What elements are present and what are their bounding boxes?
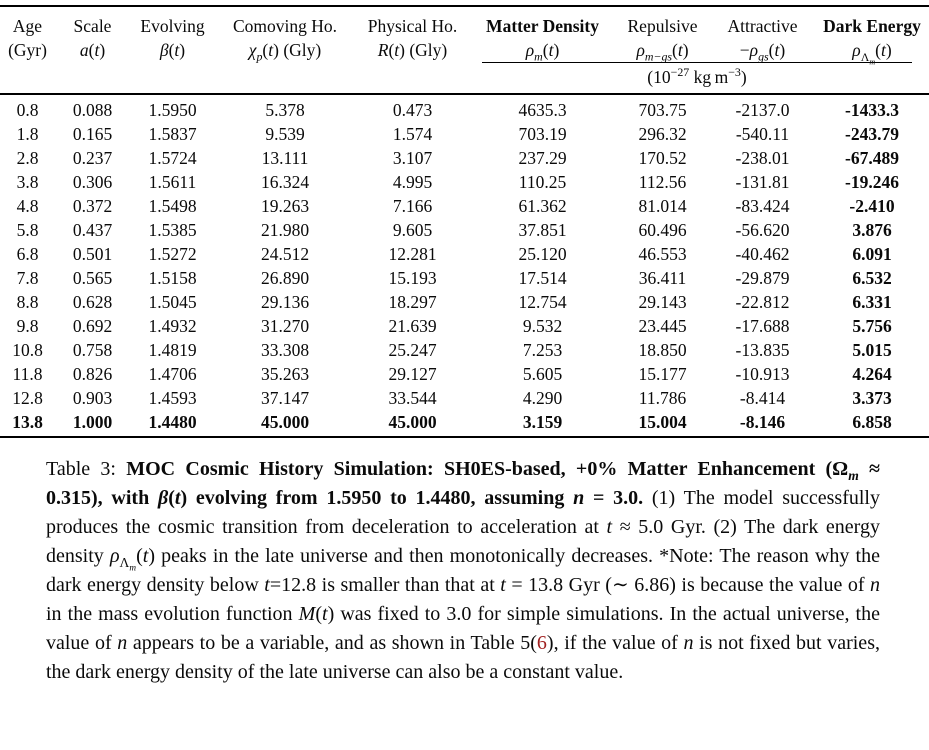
table-cell: 1.8: [16, 124, 39, 144]
unit-row: [0, 62, 929, 94]
table-cell: 35.263: [260, 364, 310, 384]
table-cell: 8.8: [16, 292, 39, 312]
table-row: [0, 242, 929, 266]
caption-lead-text: Table 3: MOC Cosmic History Simulation: SH0ES-based, +0% Matter Enhancement $(\Omega_m \approx 0.315)$, with β(t) evolving from 1.5950 to 1.4480, assuming n = 3.0. (1) The model successfully produces the cosmic transition from deceleration to acceleration at t ≈ 5.0 Gyr. (2) The dark energy density $\rho_{\Lambda_m}(t)$ peaks in the late universe and then monotonically decreases. *Note: The reason why the dark energy density below t=12.8 is smaller than that at t = 13.8 Gyr (∼ 6.86) is because the value of n in the mass evolution function M(t) was fixed to 3.0 for simple simulations. In the actual universe, the value of n appears to be a variable, and as shown in Table 5(: [46, 458, 881, 654]
table-cell: 12.281: [388, 244, 437, 264]
table-cell: -17.688: [735, 316, 790, 336]
table-cell: 1.4593: [148, 388, 197, 408]
table-cell: 2.8: [16, 148, 39, 168]
column-header-physical-horizon: Physical Ho. R(t) (Gly): [367, 16, 458, 60]
table-row: [0, 218, 929, 242]
table-cell: 0.473: [392, 100, 433, 120]
column-header-age: Age (Gyr): [8, 16, 47, 60]
table-row: [0, 266, 929, 290]
column-header-dark-energy: Dark Energy $\rho_{\Lambda_m}(t)$: [823, 16, 921, 66]
table-cell: 18.297: [388, 292, 437, 312]
table-cell: 33.544: [388, 388, 437, 408]
table-header: [0, 6, 929, 94]
table-cell: 17.514: [518, 268, 567, 288]
table-row: [0, 170, 929, 194]
table-cell: 7.166: [392, 196, 433, 216]
table-body: [0, 94, 929, 437]
table-cell: 37.851: [518, 220, 567, 240]
table-cell: 170.52: [638, 148, 687, 168]
column-header-comoving-horizon: Comoving Ho. $\chi_p(t)$ (Gly): [232, 16, 338, 64]
table-cell: -83.424: [735, 196, 790, 216]
table-cell: 18.850: [638, 340, 687, 360]
table-cell: 60.496: [638, 220, 687, 240]
table-cell: 1.5158: [148, 268, 197, 288]
table-cell: 1.5611: [148, 172, 197, 192]
table-cell: 237.29: [518, 148, 567, 168]
table-cell: 4.8: [16, 196, 39, 216]
table-row: [0, 122, 929, 146]
table-cell: 6.331: [852, 292, 892, 312]
unit-label: ($10^{-27}$ kg $m^{-3}$): [482, 62, 912, 89]
table-cell: 13.111: [261, 148, 309, 168]
table-cell: 1.5724: [148, 148, 197, 168]
table-cell: 0.437: [72, 220, 113, 240]
table-cell: 1.4932: [148, 316, 197, 336]
table-cell: 31.270: [260, 316, 310, 336]
table-cell: 4.290: [522, 388, 563, 408]
table-cell: 1.5385: [148, 220, 197, 240]
table-caption: [46, 455, 880, 687]
table-cell: 10.8: [12, 340, 43, 360]
table-row: [0, 410, 929, 437]
table-cell: 45.000: [388, 412, 437, 432]
table-cell: -8.146: [739, 412, 786, 432]
table-cell: 1.4819: [148, 340, 197, 360]
table-cell: 6.8: [16, 244, 39, 264]
table-cell: 9.532: [522, 316, 563, 336]
table-cell: 1.5837: [148, 124, 197, 144]
table-cell: 1.5498: [148, 196, 197, 216]
table-cell: 26.890: [260, 268, 310, 288]
table-row: [0, 386, 929, 410]
table-cell: 12.754: [518, 292, 567, 312]
table-cell: 25.247: [388, 340, 437, 360]
table-cell: 296.32: [638, 124, 687, 144]
table-row: [0, 146, 929, 170]
table-cell: 0.826: [72, 364, 113, 384]
table-row: [0, 194, 929, 218]
table-cell: 4.995: [392, 172, 433, 192]
table-cell: 0.165: [72, 124, 113, 144]
table-cell: 19.263: [260, 196, 310, 216]
table-cell: 0.8: [16, 100, 39, 120]
table-cell: 3.159: [522, 412, 563, 432]
table-cell: 0.088: [72, 100, 113, 120]
table-row: [0, 314, 929, 338]
table-cell: -19.246: [845, 172, 899, 192]
table-cell: 5.605: [522, 364, 563, 384]
table-cell: 1.5950: [148, 100, 197, 120]
table-cell: 7.8: [16, 268, 39, 288]
table-cell: -67.489: [845, 148, 899, 168]
table-cell: 1.5045: [148, 292, 197, 312]
table-cell: 21.639: [388, 316, 437, 336]
table-cell: -22.812: [735, 292, 790, 312]
table-row: [0, 362, 929, 386]
table-cell: 37.147: [260, 388, 310, 408]
table-cell: 5.015: [852, 340, 892, 360]
table-cell: 110.25: [518, 172, 567, 192]
table-cell: 0.903: [72, 388, 113, 408]
table-cell: 29.136: [260, 292, 310, 312]
table-cell: 3.876: [852, 220, 892, 240]
table-cell: 0.372: [72, 196, 113, 216]
cosmic-history-table: [0, 5, 929, 438]
column-header-repulsive: Repulsive $\rho_{m-gs}(t)$: [627, 16, 698, 64]
table-row: [0, 290, 929, 314]
table-cell: -13.835: [735, 340, 790, 360]
table-cell: 0.758: [72, 340, 113, 360]
column-header-attractive: Attractive $-\rho_{gs}(t)$: [727, 16, 798, 64]
unit-row-spacer: [0, 62, 470, 94]
table-cell: 4635.3: [518, 100, 567, 120]
table-cell: 45.000: [260, 412, 310, 432]
table-cell: -1433.3: [845, 100, 899, 120]
table-cell: 0.237: [72, 148, 113, 168]
table-cell: 1.5272: [148, 244, 197, 264]
table-cell: 5.756: [852, 316, 892, 336]
table-cell: -56.620: [735, 220, 790, 240]
table-cell: 9.539: [265, 124, 305, 144]
table-cell: 29.143: [638, 292, 687, 312]
table-cell: 0.628: [72, 292, 113, 312]
table-cell: -2.410: [849, 196, 895, 216]
paper-page: [0, 5, 929, 750]
table-cell: 9.605: [392, 220, 433, 240]
table-cell: 36.411: [638, 268, 687, 288]
header-row: [0, 6, 929, 62]
table-cell: 12.8: [12, 388, 43, 408]
unit-row-cell: [470, 62, 929, 94]
column-header-matter-density: Matter Density $\rho_m(t)$: [486, 16, 599, 64]
table-cell: 21.980: [260, 220, 310, 240]
table-cell: 6.858: [852, 412, 892, 432]
table-cell: 6.532: [852, 268, 892, 288]
table-cell: -131.81: [735, 172, 790, 192]
table-cell: -40.462: [735, 244, 790, 264]
table-cell: 23.445: [638, 316, 687, 336]
table-cell: 4.264: [852, 364, 892, 384]
table-cell: 0.501: [72, 244, 113, 264]
table-cell: -243.79: [845, 124, 899, 144]
table-cell: 1.000: [72, 412, 113, 432]
table-cell: 9.8: [16, 316, 39, 336]
caption-tail-text: ), if the value of n is not fixed but varies, the dark energy density of the late universe can also be a constant value.: [46, 632, 880, 683]
table-cell: 0.565: [72, 268, 113, 288]
table-cell: -29.879: [735, 268, 790, 288]
table-cell: 1.4706: [148, 364, 197, 384]
table-cell: -10.913: [735, 364, 790, 384]
table-cell: 1.574: [392, 124, 433, 144]
table-cell: 11.8: [12, 364, 43, 384]
table-cell: 46.553: [638, 244, 687, 264]
table-cell: 0.306: [72, 172, 113, 192]
citation-link[interactable]: 6: [536, 632, 547, 654]
table-cell: 24.512: [260, 244, 310, 264]
table-cell: 11.786: [638, 388, 687, 408]
table-cell: 703.19: [518, 124, 567, 144]
table-cell: 33.308: [260, 340, 310, 360]
column-header-scale: Scale a(t): [73, 16, 112, 60]
table-cell: 16.324: [260, 172, 310, 192]
table-cell: 3.373: [852, 388, 892, 408]
table-cell: 3.107: [392, 148, 433, 168]
table-cell: 112.56: [638, 172, 687, 192]
table-cell: 15.177: [638, 364, 687, 384]
table-cell: 81.014: [638, 196, 687, 216]
table-cell: 3.8: [16, 172, 39, 192]
table-cell: 29.127: [388, 364, 437, 384]
table-cell: 5.8: [16, 220, 39, 240]
column-header-evolving-beta: Evolving β(t): [140, 16, 205, 60]
table-cell: 0.692: [72, 316, 113, 336]
table-cell: 61.362: [518, 196, 567, 216]
table-cell: 5.378: [265, 100, 305, 120]
table-cell: -540.11: [735, 124, 790, 144]
table-cell: 25.120: [518, 244, 567, 264]
table-cell: -238.01: [735, 148, 790, 168]
table-cell: 1.4480: [148, 412, 197, 432]
table-cell: 6.091: [852, 244, 892, 264]
table-cell: 13.8: [12, 412, 43, 432]
table-row: [0, 94, 929, 122]
table-row: [0, 338, 929, 362]
table-cell: -2137.0: [735, 100, 790, 120]
table-cell: 7.253: [522, 340, 563, 360]
table-cell: 15.004: [638, 412, 687, 432]
table-cell: -8.414: [739, 388, 786, 408]
table-cell: 703.75: [638, 100, 687, 120]
table-cell: 15.193: [388, 268, 437, 288]
